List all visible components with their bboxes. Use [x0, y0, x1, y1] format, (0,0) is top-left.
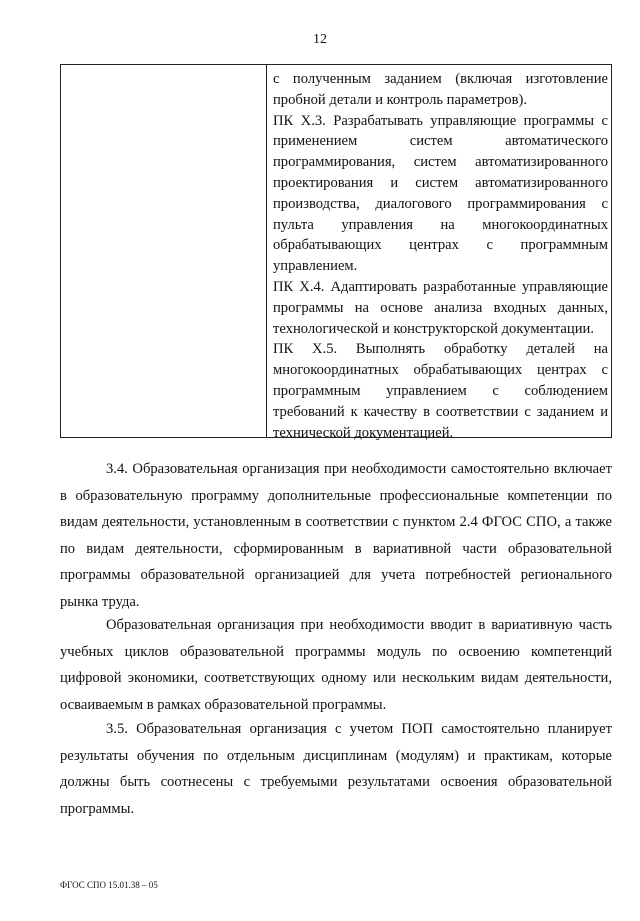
table-cell-left	[61, 65, 267, 437]
paragraph-text: Образовательная организация при необходимости вводит в вариативную часть учебных циклов образовательной программы модуль по освоению компетенций цифровой экономики, соответствующих одному или нескольким видам деятельности, осваиваемым в рамках образовательной программы.	[60, 617, 612, 713]
paragraph-3-5	[60, 716, 612, 822]
table-cell-competency-x3: ПК Х.3. Разрабатывать управляющие программы с применением систем автоматического программирования, систем автоматизированного проектирования и систем автоматизированного производства, диалогового программирования с пульта управления на многокоординатных обрабатывающих центрах с программным управлением.	[273, 112, 608, 275]
document-footer: ФГОС СПО 15.01.38 – 05	[60, 880, 158, 890]
paragraph-3-4	[60, 456, 612, 615]
paragraph-text: 3.4. Образовательная организация при необходимости самостоятельно включает в образовательную программу дополнительные профессиональные компетенции по видам деятельности, установленным в соответствии с пунктом 2.4 ФГОС СПО, а также по видам деятельности, сформированным в вариативной части образовательной программы образовательной организацией для учета потребностей регионального рынка труда.	[60, 461, 612, 610]
competency-table	[60, 64, 612, 441]
page-number: 12	[313, 32, 327, 47]
table-cell-competency-x4: ПК Х.4. Адаптировать разработанные управляющие программы на основе анализа входных данных, технологической и конструкторской документации.	[273, 278, 608, 337]
table-cell-line: с полученным заданием (включая изготовление пробной детали и контроль параметров).	[273, 71, 608, 108]
paragraph-digital-economy	[60, 612, 612, 718]
table-cell-competency-x5: ПК Х.5. Выполнять обработку деталей на многокоординатных обрабатывающих центрах с программным управлением с соблюдением требований к качеству в соответствии с заданием и технической документацией.	[273, 341, 608, 441]
paragraph-text: 3.5. Образовательная организация с учетом ПОП самостоятельно планирует результаты обучения по отдельным дисциплинам (модулям) и практикам, которые должны быть соотнесены с требуемыми результатами освоения образовательной программы.	[60, 721, 612, 817]
table-cell-right	[267, 65, 611, 441]
